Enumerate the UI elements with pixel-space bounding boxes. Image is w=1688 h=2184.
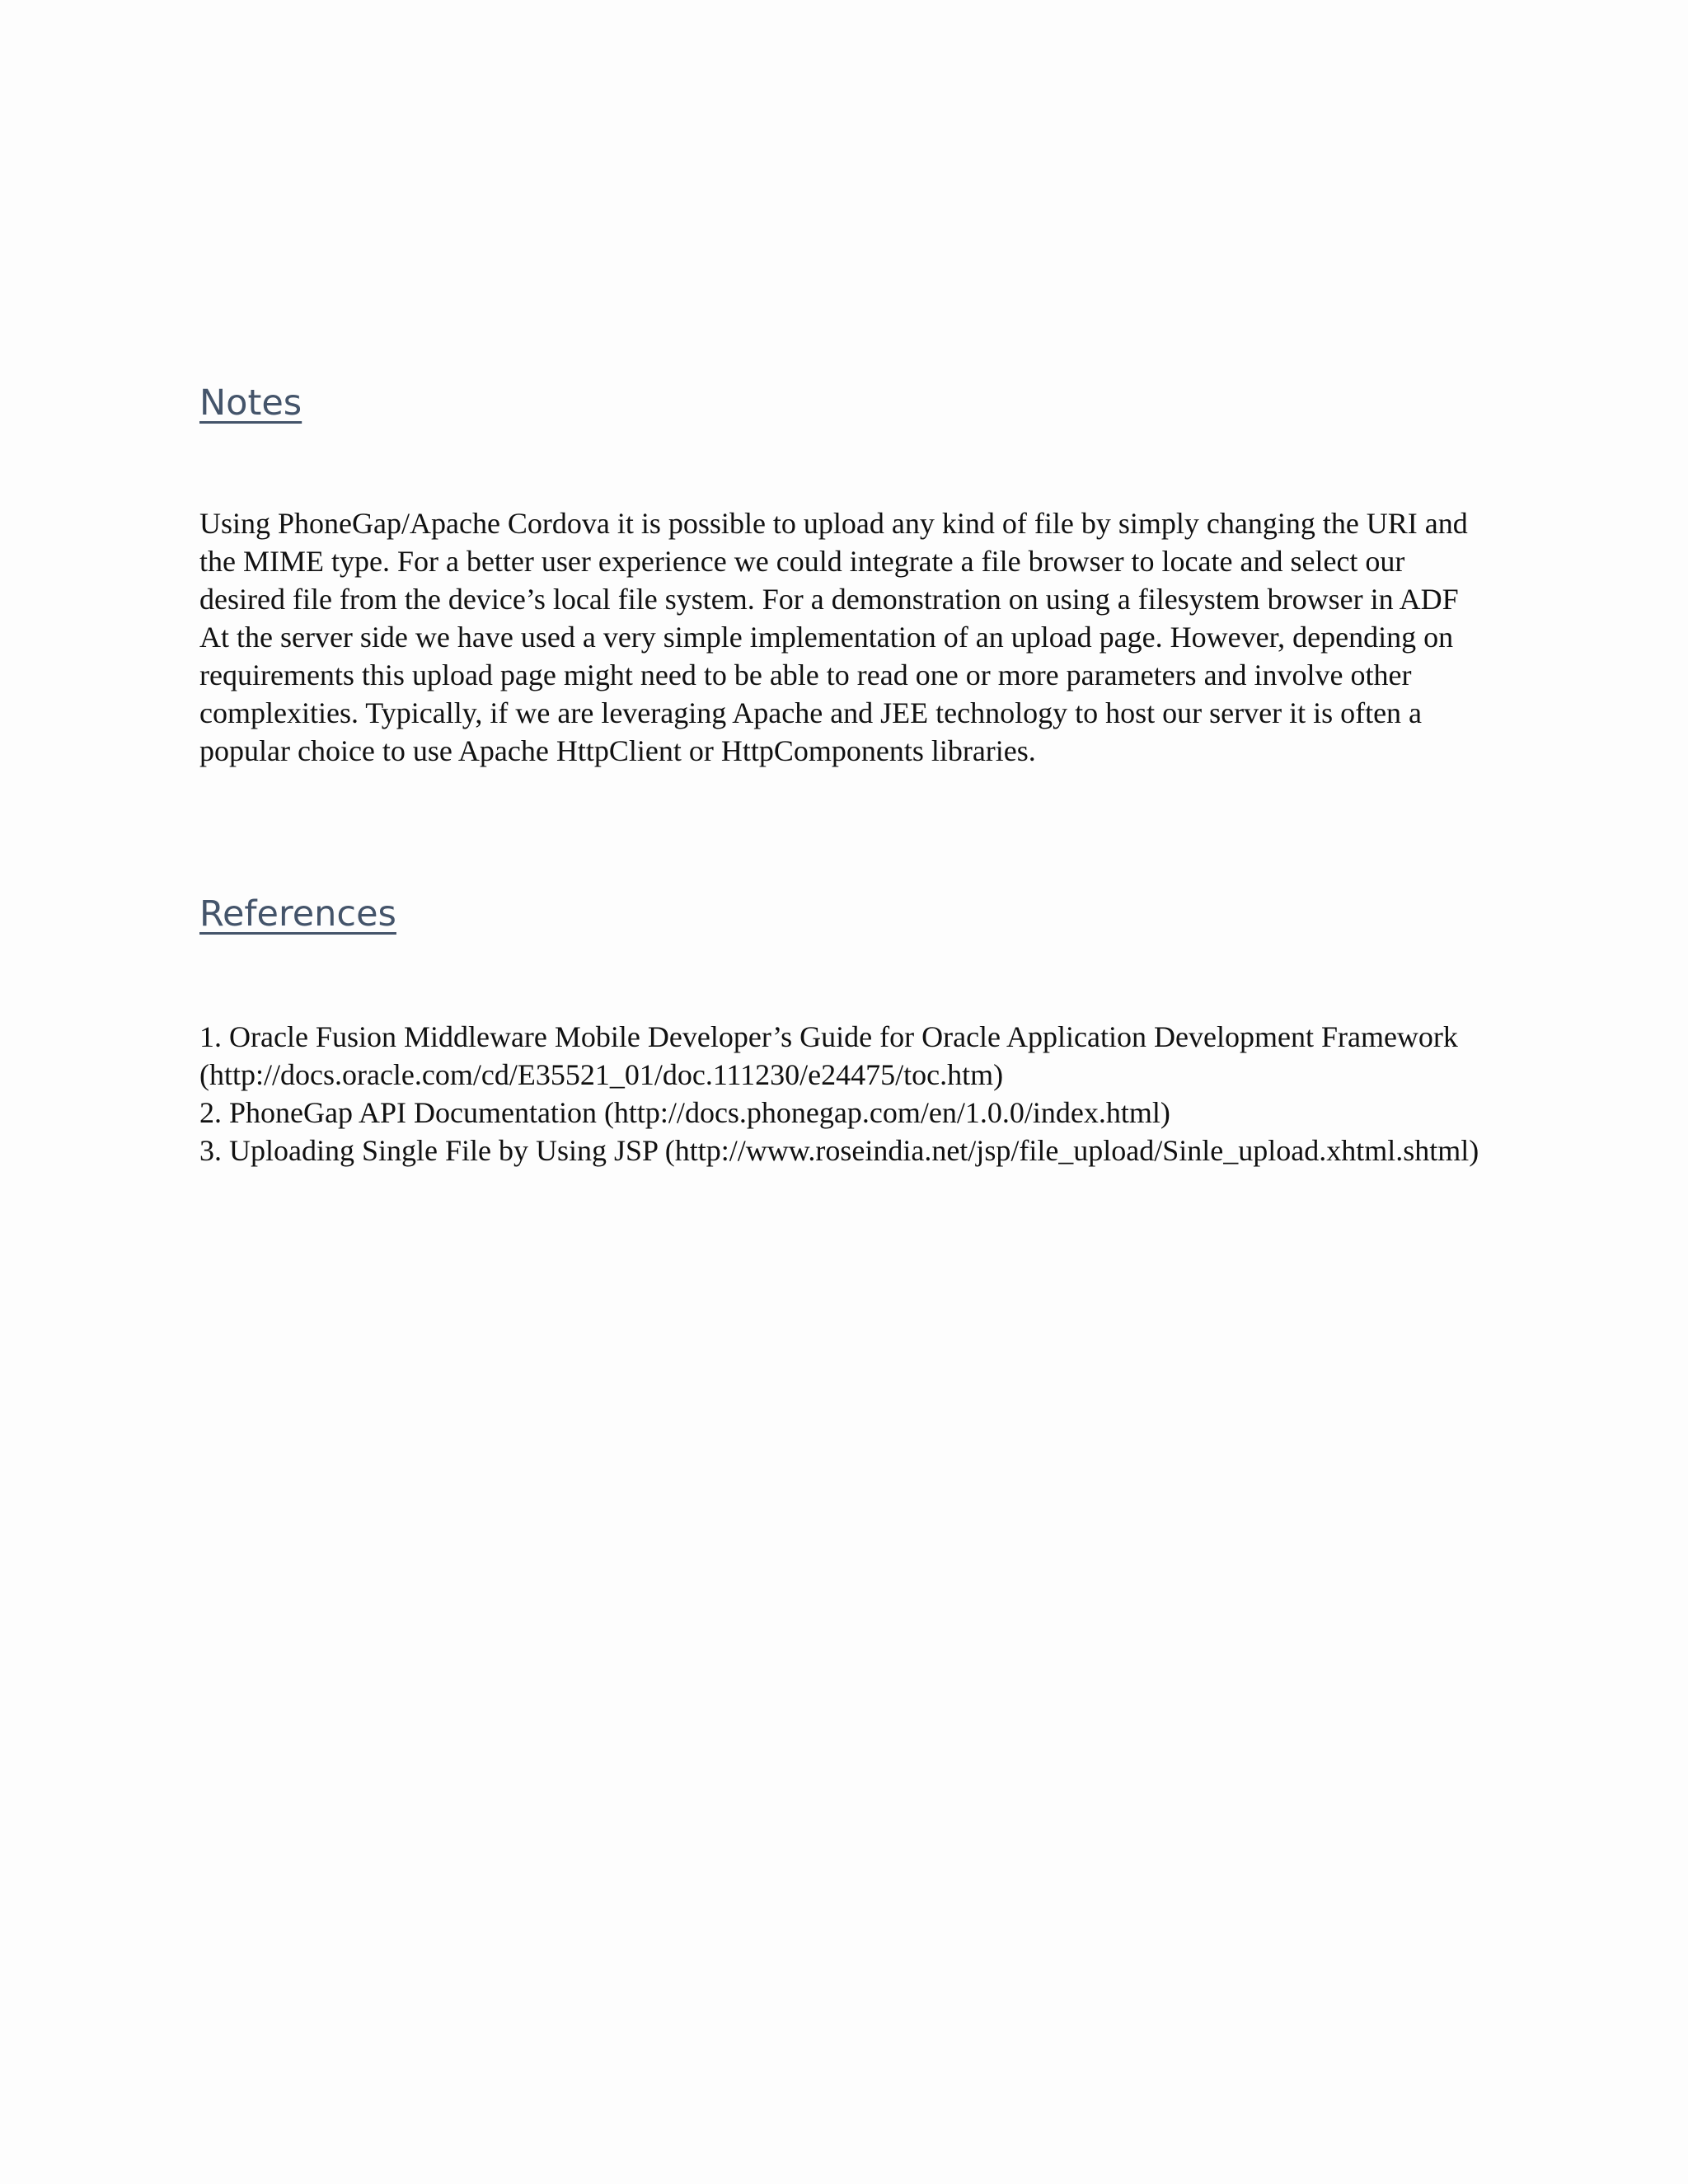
- notes-heading: Notes: [199, 382, 302, 424]
- notes-paragraph-1: Using PhoneGap/Apache Cordova it is possible to upload any kind of file by simply changing the URI and the MIME type. For a better user experience we could integrate a file browser to locate and select our desired file from the device’s local file system. For a demonstration on using a filesystem browser in ADF: [199, 506, 1468, 616]
- reference-item-3: 3. Uploading Single File by Using JSP (http://www.roseindia.net/jsp/file_upload/Sinle_upload.xhtml.shtml): [199, 1134, 1479, 1168]
- references-list: [199, 1018, 1485, 1169]
- reference-item-2: 2. PhoneGap API Documentation (http://docs.phonegap.com/en/1.0.0/index.html): [199, 1096, 1170, 1130]
- references-heading: References: [199, 893, 396, 935]
- notes-paragraph-2: At the server side we have used a very simple implementation of an upload page. However, depending on requirements this upload page might need to be able to read one or more parameters and involve other complexities. Typically, if we are leveraging Apache and JEE technology to host our server it is often a popular choice to use Apache HttpClient or HttpComponents libraries.: [199, 620, 1454, 767]
- reference-item-1: 1. Oracle Fusion Middleware Mobile Developer’s Guide for Oracle Application Development Framework (http://docs.oracle.com/cd/E35521_01/doc.111230/e24475/toc.htm): [199, 1020, 1458, 1092]
- page-content: [199, 382, 1485, 1169]
